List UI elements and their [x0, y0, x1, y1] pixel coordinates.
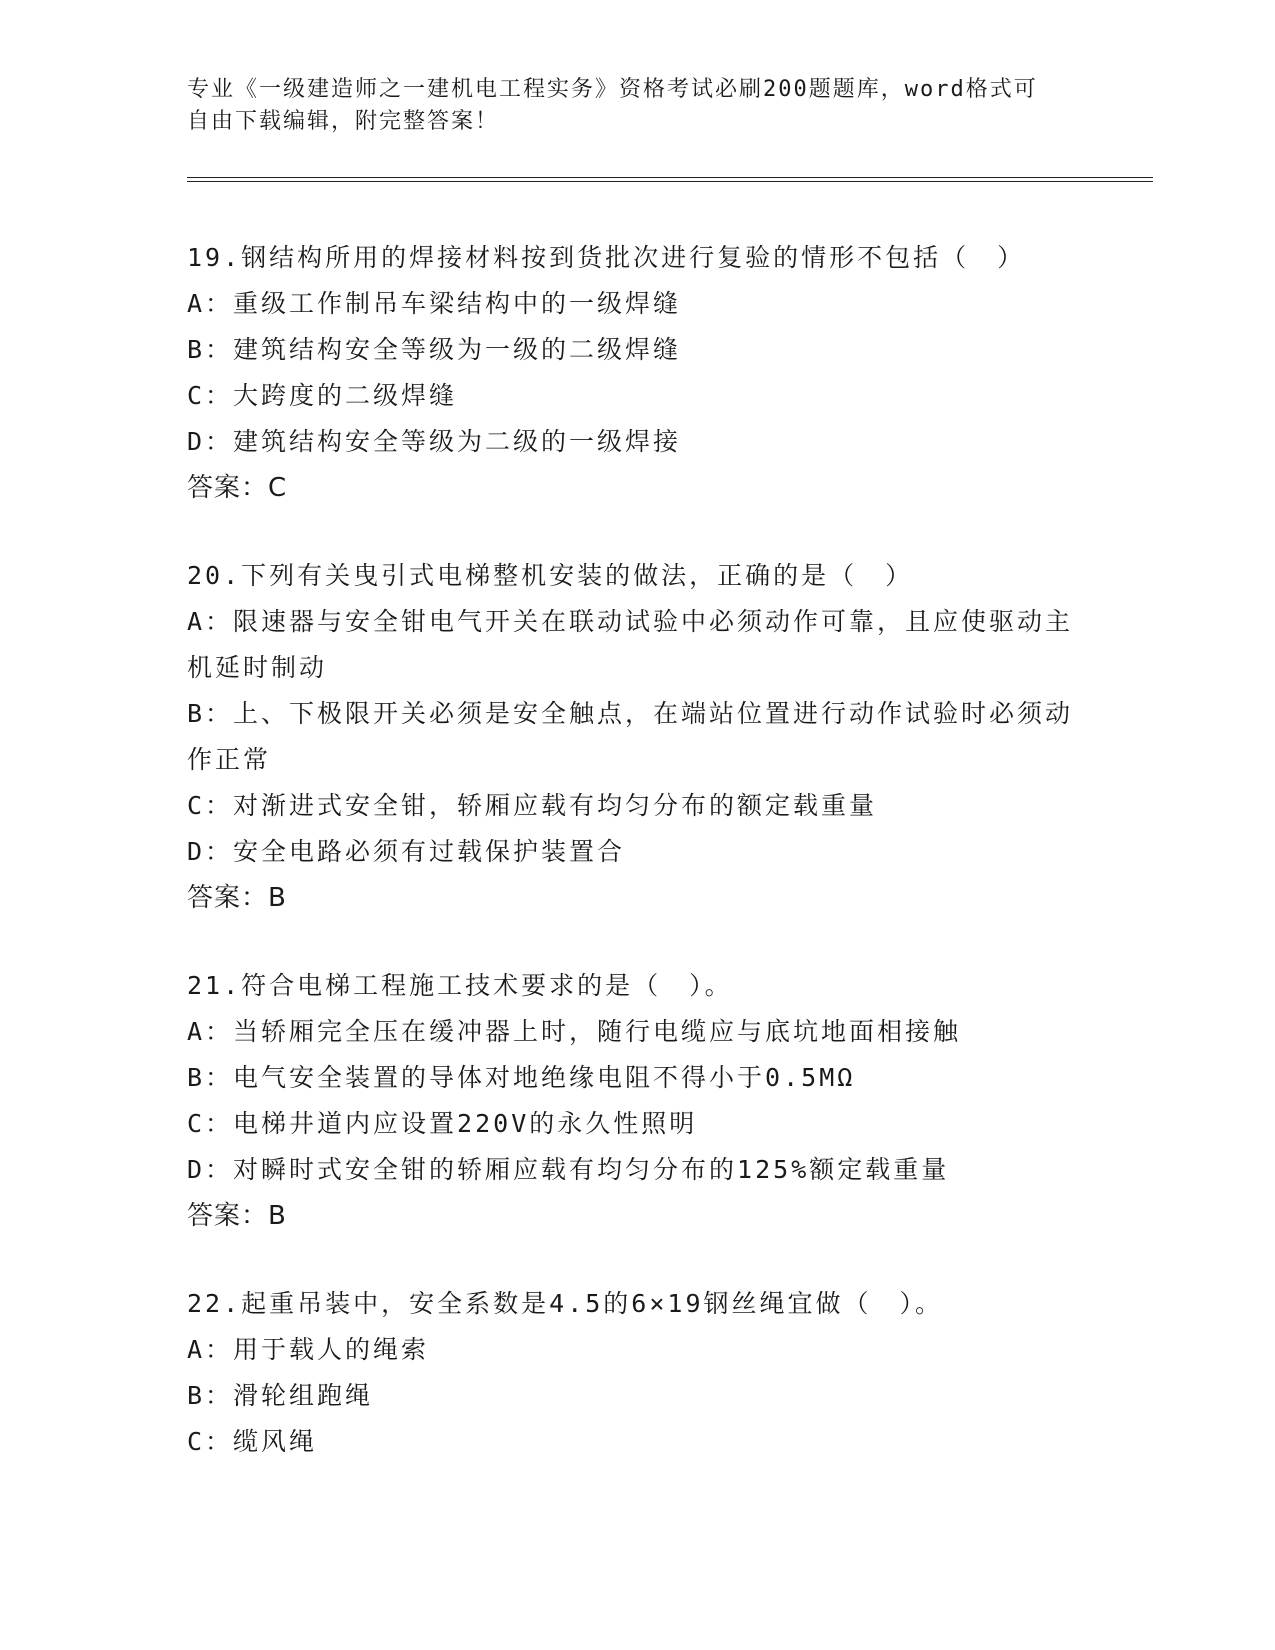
answer-text: 答案：B	[187, 1201, 287, 1231]
question-20	[187, 553, 1087, 921]
question-list	[187, 235, 1087, 1507]
header-line-1: 专业《一级建造师之一建机电工程实务》资格考试必刷200题题库，word格式可	[187, 77, 1038, 102]
question-stem: 22.起重吊装中，安全系数是4.5的6×19钢丝绳宜做（ ）。	[187, 1289, 944, 1318]
answer-text: 答案：C	[187, 473, 288, 503]
option-c: C：电梯井道内应设置220V的永久性照明	[187, 1109, 698, 1138]
option-b: B：滑轮组跑绳	[187, 1381, 374, 1410]
option-a: A：重级工作制吊车梁结构中的一级焊缝	[187, 289, 682, 318]
question-stem: 20.下列有关曳引式电梯整机安装的做法，正确的是（ ）	[187, 561, 914, 590]
option-b: B：建筑结构安全等级为一级的二级焊缝	[187, 335, 682, 364]
option-c: C：大跨度的二级焊缝	[187, 381, 458, 410]
question-21	[187, 963, 1087, 1239]
option-c: C：对渐进式安全钳，轿厢应载有均匀分布的额定载重量	[187, 791, 878, 820]
question-stem: 21.符合电梯工程施工技术要求的是（ ）。	[187, 971, 733, 1000]
header-divider	[187, 177, 1153, 182]
question-stem: 19.钢结构所用的焊接材料按到货批次进行复验的情形不包括（ ）	[187, 243, 1026, 272]
question-19	[187, 235, 1087, 511]
option-b: B：电气安全装置的导体对地绝缘电阻不得小于0.5MΩ	[187, 1063, 856, 1092]
answer-text: 答案：B	[187, 883, 287, 913]
option-b: B：上、下极限开关必须是安全触点，在端站位置进行动作试验时必须动作正常	[187, 699, 1074, 774]
option-a: A：限速器与安全钳电气开关在联动试验中必须动作可靠，且应使驱动主机延时制动	[187, 607, 1074, 682]
option-c: C：缆风绳	[187, 1427, 318, 1456]
option-d: D：对瞬时式安全钳的轿厢应载有均匀分布的125%额定载重量	[187, 1155, 950, 1184]
header-line-2: 自由下载编辑，附完整答案！	[187, 109, 500, 134]
question-22	[187, 1281, 1087, 1465]
option-a: A：用于载人的绳索	[187, 1335, 430, 1364]
option-d: D：安全电路必须有过载保护装置合	[187, 837, 626, 866]
option-a: A：当轿厢完全压在缓冲器上时，随行电缆应与底坑地面相接触	[187, 1017, 962, 1046]
option-d: D：建筑结构安全等级为二级的一级焊接	[187, 427, 682, 456]
document-header	[187, 74, 1057, 138]
